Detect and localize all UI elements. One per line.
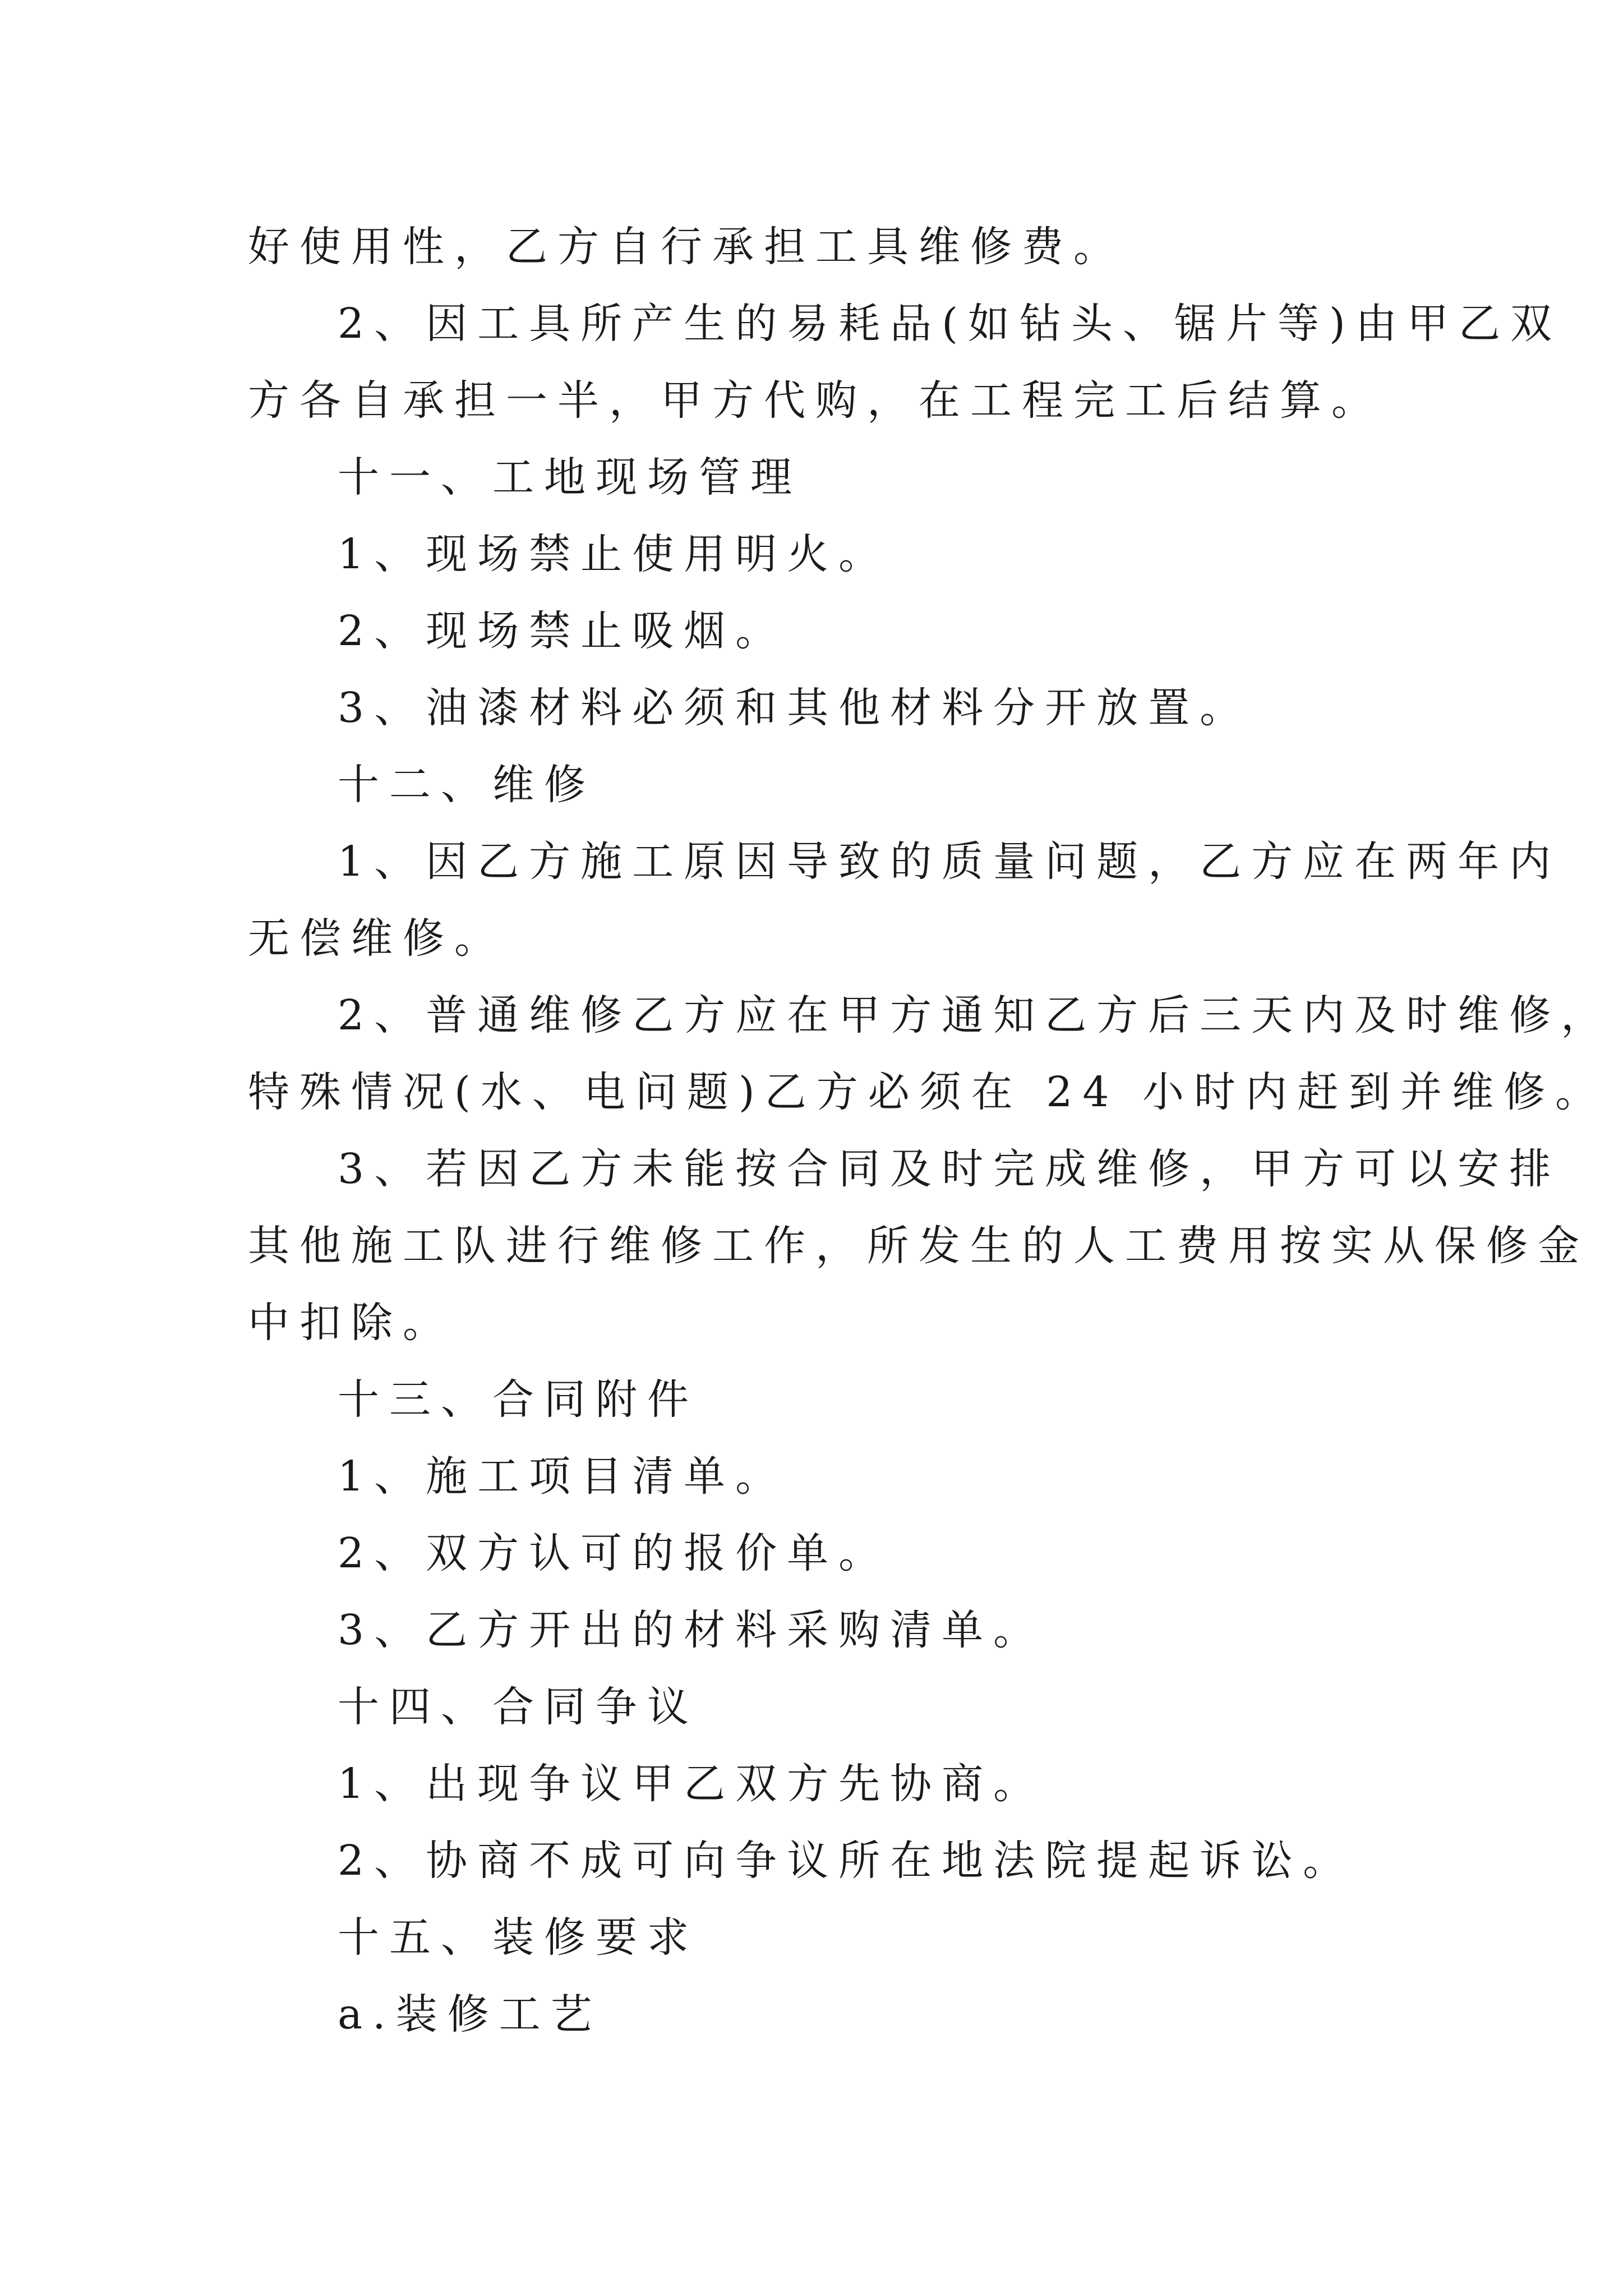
text-line: 2、双方认可的报价单。 [338, 1529, 891, 1577]
section-heading: 十三、合同附件 [338, 1375, 699, 1424]
text-line: 1、出现争议甲乙双方先协商。 [338, 1760, 1045, 1808]
text-line: 2、因工具所产生的易耗品(如钻头、锯片等)由甲乙双 [338, 300, 1562, 348]
text-line: 中扣除。 [248, 1299, 454, 1347]
text-line: 方各自承担一半，甲方代购，在工程完工后结算。 [248, 376, 1383, 425]
section-heading: 十四、合同争议 [338, 1683, 699, 1731]
section-heading: 十五、装修要求 [338, 1913, 699, 1962]
text-line: 1、因乙方施工原因导致的质量问题，乙方应在两年内 [338, 838, 1561, 886]
text-line: 无偿维修。 [248, 914, 506, 963]
document-body [248, 209, 1613, 2053]
text-line: 1、施工项目清单。 [338, 1452, 787, 1501]
section-heading: 十二、维修 [338, 761, 596, 809]
text-line: 2、现场禁止吸烟。 [338, 607, 787, 655]
text-line: 1、现场禁止使用明火。 [338, 530, 891, 578]
text-line: 3、乙方开出的材料采购清单。 [338, 1606, 1045, 1654]
text-line: 其他施工队进行维修工作，所发生的人工费用按实从保修金 [248, 1222, 1589, 1270]
text-line: a.装修工艺 [338, 1990, 602, 2039]
text-line: 特殊情况(水、电问题)乙方必须在 24 小时内赶到并维修。 [248, 1068, 1607, 1116]
text-line: 好使用性，乙方自行承担工具维修费。 [248, 223, 1125, 271]
text-line: 2、普通维修乙方应在甲方通知乙方后三天内及时维修， [338, 991, 1613, 1039]
section-heading: 十一、工地现场管理 [338, 453, 802, 501]
text-line: 2、协商不成可向争议所在地法院提起诉讼。 [338, 1837, 1355, 1885]
text-line: 3、油漆材料必须和其他材料分开放置。 [338, 684, 1252, 732]
text-line: 3、若因乙方未能按合同及时完成维修，甲方可以安排 [338, 1145, 1561, 1193]
